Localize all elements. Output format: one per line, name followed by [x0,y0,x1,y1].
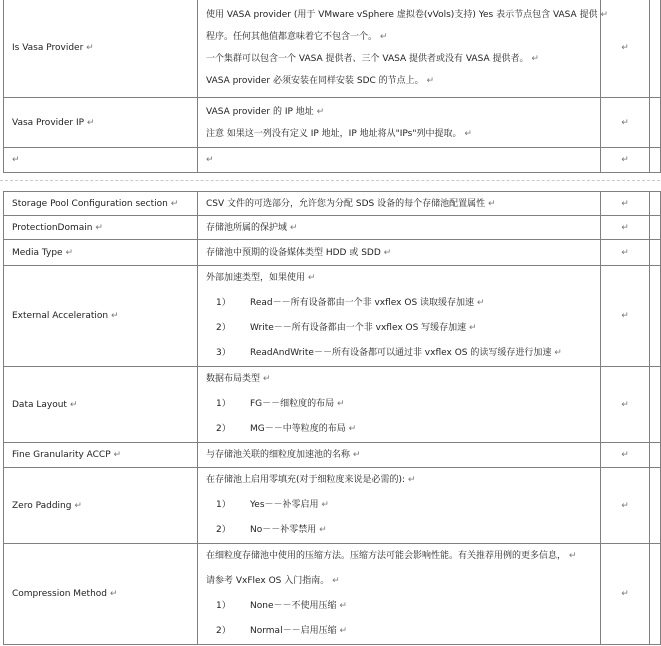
description-line [206,219,600,237]
table-row [4,216,661,240]
paragraph-mark: ↵ [621,222,629,233]
end-cell [650,443,661,468]
list-number: 1） [216,399,231,409]
paragraph-mark: ↵ [528,53,539,64]
empty-cell [601,468,650,544]
empty-cell [601,544,650,645]
end-cell [650,468,661,544]
table-row [4,544,661,645]
description-line [206,4,608,26]
paragraph-mark: ↵ [597,9,608,20]
paragraph-mark: ↵ [336,626,347,636]
table-row [4,0,661,98]
description-line [206,518,600,543]
paragraph-mark: ↵ [621,500,629,511]
description-text: Normal－－启用压缩 [250,626,337,636]
end-cell [650,148,661,173]
description-cell [198,192,601,216]
description-line [206,493,600,518]
parameter-name-cell [4,544,198,645]
empty-cell [601,367,650,443]
description-text: 存储池所属的保护域 [206,222,288,233]
table-row [4,468,661,544]
paragraph-mark: ↵ [206,155,214,165]
paragraph-mark: ↵ [12,155,20,165]
parameter-name-cell [4,98,198,148]
description-text: 注意 如果这一列没有定义 IP 地址，IP 地址将从"IPs"列中提取。 [206,128,462,139]
description-line [206,244,600,262]
vasa-settings-table [3,0,661,173]
paragraph-mark: ↵ [621,198,629,209]
empty-cell [601,192,650,216]
paragraph-mark: ↵ [110,450,122,460]
empty-cell [601,148,650,173]
paragraph-mark: ↵ [405,475,416,485]
paragraph-mark: ↵ [305,273,316,283]
table-row [4,98,661,148]
parameter-name-cell [4,192,198,216]
parameter-name-cell [4,367,198,443]
empty-cell [601,266,650,367]
paragraph-mark: ↵ [377,31,388,42]
parameter-name-cell [4,148,198,173]
parameter-name: Fine Granularity ACCP [12,450,111,460]
description-line [206,619,600,644]
parameter-name-cell [4,266,198,367]
description-line [206,316,600,341]
description-cell [198,216,601,240]
paragraph-mark: ↵ [621,155,629,165]
description-text: 外部加速类型，如果使用 [206,273,306,283]
parameter-name: External Acceleration [12,311,109,321]
description-line [206,101,600,123]
paragraph-mark: ↵ [107,589,118,599]
paragraph-mark: ↵ [108,311,119,321]
description-line [206,341,600,366]
end-cell [650,544,661,645]
paragraph-mark: ↵ [71,500,82,511]
paragraph-mark: ↵ [92,222,103,233]
description-text: VASA provider 必须安装在同样安装 SDC 的节点上。 [206,75,424,86]
description-text: No－－补零禁用 [250,525,317,535]
description-cell [198,266,601,367]
paragraph-mark: ↵ [260,374,271,384]
description-line [206,392,600,417]
storage-pool-settings-table [3,191,661,645]
table-row [4,240,661,266]
table-row [4,266,661,367]
description-text: 在细粒度存储池中使用的压缩方法。压缩方法可能会影响性能。有关推荐用例的更多信息， [206,551,567,561]
description-line [206,594,600,619]
description-cell [198,367,601,443]
parameter-name: Is Vasa Provider [12,42,84,53]
description-cell [198,544,601,645]
paragraph-mark: ↵ [566,551,577,561]
list-number: 2） [216,424,231,434]
description-text: 使用 VASA provider (用于 VMware vSphere 虚拟卷(vVols)支持) Yes 表示节点包含 VASA 提供 [206,9,598,20]
description-text: FG－－细粒度的布局 [250,399,335,409]
paragraph-mark: ↵ [621,42,629,53]
list-number: 3） [216,348,231,358]
description-text: ReadAndWrite－－所有设备都可以通过非 vxflex OS 的读写缓存进行加速 [250,348,552,358]
table-row [4,443,661,468]
description-text: 与存储池关联的细粒度加速池的名称 [206,450,351,460]
paragraph-mark: ↵ [84,117,95,128]
paragraph-mark: ↵ [551,348,562,358]
page-break-line [0,180,660,181]
parameter-name-cell [4,240,198,266]
empty-cell [601,240,650,266]
paragraph-mark: ↵ [461,128,472,139]
list-number: 1） [216,500,231,510]
description-text: 一个集群可以包含一个 VASA 提供者、三个 VASA 提供者或没有 VASA 提供者。 [206,53,529,64]
description-line [206,70,600,92]
empty-cell [601,98,650,148]
list-number: 2） [216,323,231,333]
description-line [206,48,600,70]
description-line [206,123,600,145]
list-number: 2） [216,525,231,535]
list-number: 1） [216,601,231,611]
empty-cell [601,216,650,240]
description-cell [198,98,601,148]
paragraph-mark: ↵ [313,106,325,117]
parameter-name-cell [4,468,198,544]
parameter-name: Data Layout [12,399,67,410]
paragraph-mark: ↵ [621,247,629,258]
paragraph-mark: ↵ [316,525,327,535]
description-line [206,569,600,594]
paragraph-mark: ↵ [345,424,357,434]
paragraph-mark: ↵ [621,311,629,321]
list-number: 2） [216,626,231,636]
description-line [206,291,600,316]
description-line [206,544,600,569]
table-row [4,367,661,443]
description-line [206,195,600,213]
parameter-name: Storage Pool Configuration section [12,198,168,209]
paragraph-mark: ↵ [485,198,496,209]
paragraph-mark: ↵ [423,75,435,86]
end-cell [650,192,661,216]
paragraph-mark: ↵ [318,500,329,510]
description-cell [198,443,601,468]
paragraph-mark: ↵ [334,399,345,409]
description-line [206,26,600,48]
parameter-name: Compression Method [12,589,108,599]
description-line [206,151,600,169]
description-text: None－－不使用压缩 [250,601,337,611]
parameter-name: Zero Padding [12,500,72,511]
paragraph-mark: ↵ [287,222,298,233]
paragraph-mark: ↵ [350,450,361,460]
paragraph-mark: ↵ [167,198,179,209]
paragraph-mark: ↵ [66,399,78,410]
description-cell [198,148,601,173]
description-text: Read－－所有设备都由一个非 vxflex OS 读取缓存加速 [250,298,475,308]
paragraph-mark: ↵ [466,323,477,333]
table-row [4,148,661,173]
description-cell [198,468,601,544]
paragraph-mark: ↵ [621,450,629,460]
parameter-name: ProtectionDomain [12,222,93,233]
paragraph-mark: ↵ [329,576,340,586]
description-text: 存储池中预期的设备媒体类型 HDD 或 SDD [206,247,381,258]
end-cell [650,240,661,266]
description-line [206,417,600,442]
description-line [206,446,600,464]
parameter-name: Media Type [12,247,63,258]
end-cell [650,98,661,148]
end-cell [650,0,661,98]
end-cell [650,266,661,367]
end-cell [650,216,661,240]
empty-cell [601,443,650,468]
list-number: 1） [216,298,231,308]
parameter-name-cell [4,0,198,98]
table-row [4,192,661,216]
description-cell [198,240,601,266]
description-line [206,468,600,493]
parameter-name: Vasa Provider IP [12,117,85,128]
description-text: 程序。任何其他值都意味着它不包含一个。 [206,31,378,42]
paragraph-mark: ↵ [380,247,392,258]
paragraph-mark: ↵ [621,589,629,599]
description-line [206,266,600,291]
parameter-name-cell [4,216,198,240]
paragraph-mark: ↵ [474,298,485,308]
description-cell [198,0,608,98]
paragraph-mark: ↵ [83,42,94,53]
description-line [206,367,600,392]
paragraph-mark: ↵ [336,601,347,611]
description-text: MG－－中等粒度的布局 [250,424,346,434]
description-text: Write－－所有设备都由一个非 vxflex OS 写缓存加速 [250,323,467,333]
description-text: 请参考 VxFlex OS 入门指南。 [206,576,330,586]
description-text: 数据布局类型 [206,374,261,384]
parameter-name-cell [4,443,198,468]
description-text: VASA provider 的 IP 地址 [206,106,314,117]
paragraph-mark: ↵ [621,117,629,128]
description-text: CSV 文件的可选部分，允许您为分配 SDS 设备的每个存储池配置属性 [206,198,486,209]
description-text: 在存储池上启用零填充(对于细粒度来说是必需的): [206,475,406,485]
description-text: Yes－－补零启用 [250,500,319,510]
end-cell [650,367,661,443]
paragraph-mark: ↵ [621,399,629,410]
paragraph-mark: ↵ [62,247,73,258]
